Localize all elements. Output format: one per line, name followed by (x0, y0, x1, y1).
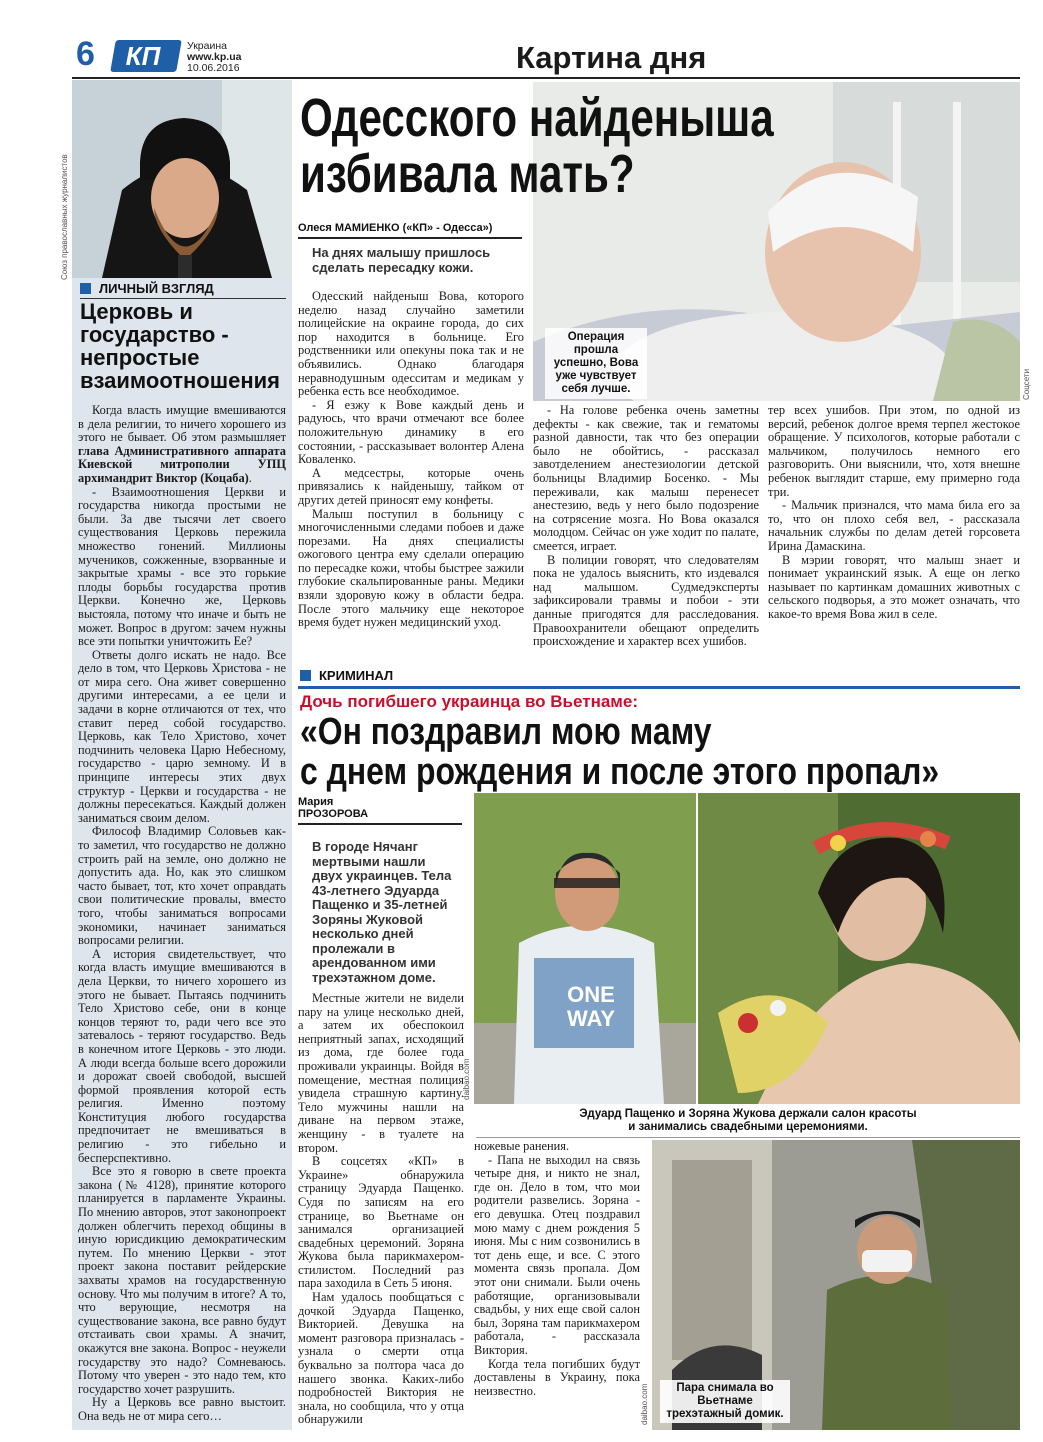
article2-byline-last: ПРОЗОРОВА (298, 808, 369, 820)
article1-headline-line2: избивала мать? (300, 144, 635, 204)
couple-photo-caption: Эдуард Пащенко и Зоряна Жукова держали салон красоты и занимались свадебными церемониями. (476, 1105, 1020, 1138)
police-photo-caption: Пара снимала во Вьетнаме трехэтажный домик. (666, 1382, 784, 1420)
article2-rubric-label: КРИМИНАЛ (319, 668, 394, 683)
sidebar-paragraph: Философ Владимир Соловьев как-то заметил, что государство не должно строить рай на земле, оно должно не допустить ада. Но, как это слишком часто бывает, тот, кто хочет оправдать свои политические провалы, вместо того, чтобы заниматься вопросами экономики, начинает заниматься вопросами религии. (78, 824, 286, 948)
article2-headline-line2: с днем рождения и после этого пропал» (300, 751, 940, 793)
article2-lead: В городе Нячанг мертвыми нашли двух украинцев. Тела 43-летнего Эдуарда Пащенко и 35-летней Зоряны Жуковой несколько дней пролежали в арендованном ими трехэтажном доме. (312, 839, 452, 985)
sidebar-paragraph: Ответы долго искать не надо. Все дело в том, что Церковь Христова - не от мира сего. Она живет совершенно другими интересами, а ее цели и задачи в корне отличаются от тех, что ставит перед собой государство. Церковь, как Тело Христово, хочет подчинить человека Царю Небесному, государство - царю земному. И в принципе интересы этих двух структур - Церкви и государства - не должны пересекаться. Каждый должен заниматься своим делом. (78, 647, 286, 825)
article1-paragraph: - На голове ребенка очень заметны дефекты - как свежие, так и гематомы разной давности, так что без операции было не обойтись, - рассказал завотделением анестезиологии детской больницы Владимир Босенко. - Мы переживали, как малыш перенесет анестезию, ведь у него было подозрение на сотрясение мозга. Но Вова оказался молодцом. Сейчас он уже ходит по палате, смеется, играет. (533, 403, 759, 553)
header-country: Украина (187, 40, 227, 52)
article2-paragraph: Местные жители не видели пару на улице несколько дней, а затем их обеспокоил неприятный запах, исходящий из дома, где более года проживали украинцы. Войдя в помещение, местная полиция увидела страшную картину. Тело мужчины нашли на диване на первом этаже, женщину - в туалете на втором. (298, 991, 464, 1155)
article2-kicker: Дочь погибшего украинца во Вьетнаме: (300, 692, 638, 711)
rubric-square-icon (80, 283, 91, 294)
tshirt-text: ONE WAY (566, 982, 616, 1031)
sidebar-intro-end: . (248, 470, 252, 485)
article2-paragraph: В соцсетях «КП» в Украине» обнаружила страницу Эдуарда Пащенко. Судя по записям на его странице, во Вьетнаме он занимался организацией свадебных церемоний. Зоряна Жукова была парикмахером-стилистом. Последний раз пара заходила в Сеть 5 июня. (298, 1154, 464, 1291)
article1-paragraph: В мэрии говорят, что малыш знает и понимает украинский язык. А еще он легко называет по картинкам домашних животных с сельского подворья, а это может означать, что какое-то время Вова жил в селе. (768, 552, 1020, 621)
article1-col3 (768, 404, 1020, 622)
article1-paragraph: Малыш поступил в больницу с многочисленными следами побоев и даже порезами. На днях специалисты ожогового центра ему сделали операцию по пересадке кожи, чтобы быстрее зажили глубокие скальпированные раны. Медики взяли здоровую кожу в области бедра. После этого мальчику еще некоторое время будет нужен медицинский уход. (298, 506, 524, 630)
boy-photo-caption: Операция прошла успешно, Вова уже чувствует себя лучше. (553, 331, 639, 395)
article1-paragraph: А медсестры, которые очень привязались к найденышу, тайком от других детей приносят ему конфеты. (298, 465, 524, 507)
article2-col2 (474, 1140, 640, 1398)
article1-headline-line1: Одесского найденыша (300, 88, 774, 148)
sidebar-body (78, 404, 286, 1424)
sidebar-intro-text: Когда власть имущие вмешиваются в дела религии, то ничего хорошего из этого не бывает. Об этом размышляет (78, 403, 286, 445)
article2-byline-first: Мария (298, 796, 334, 808)
article2-headline (300, 712, 1020, 792)
sidebar-title: Церковь и государство - непростые взаимоотношения (80, 299, 280, 393)
article2-rule (298, 686, 1020, 689)
header-rule (72, 77, 1020, 79)
article1-paragraph: - Я езжу к Вове каждый день и радуюсь, что врачи отмечают все более положительную динамику в его состоянии, - рассказывает волонтер Алена Коваленко. (298, 397, 524, 467)
sidebar-rubric-label: ЛИЧНЫЙ ВЗГЛЯД (99, 281, 214, 296)
article1-paragraph: В полиции говорят, что следователям пока не удалось выяснить, кто издевался над малышом. Судмедэксперты зафиксировали травмы и побои - эти данные пригодятся для расследования. Правоохранители обещают определить происхождение и характер всех ушибов. (533, 552, 759, 649)
zoryana-portrait-icon (698, 793, 1020, 1104)
sidebar-intro (78, 404, 286, 486)
sidebar-intro-bold: глава Административного аппарата Киевской митрополии УПЦ архимандрит Виктор (Коцаба) (78, 443, 286, 485)
zoryana-photo (698, 793, 1020, 1104)
article2-byline (298, 796, 462, 825)
article2-paragraph: Нам удалось пообщаться с дочкой Эдуарда Пащенко, Викторией. Девушка на момент разговора призналась - узнала о смерти отца буквально за полтора часа до нашего звонка. Каких-либо подробностей Виктория не знала, но сообщила, что у отца обнаружили (298, 1290, 464, 1427)
priest-photo (72, 80, 292, 278)
section-title: Картина дня (516, 40, 707, 75)
article2-paragraph: - Папа не выходил на связь четыре дня, и никто не знал, где он. Дело в том, что мои родители развелись. Зоряна - его девушка. Отец поздравил мою маму с днем рождения 5 июня. Мы с ним созвонились в тот день еще, и все. С этого момента связь пропала. Дом этот они снимали. Были очень работящие, организовывали свадьбы, у них еще свой салон был, Зоряна там парикмахером работала, - рассказала Виктория. (474, 1152, 640, 1357)
article1-col1 (298, 290, 524, 630)
page-number: 6 (76, 35, 95, 73)
header-date: 10.06.2016 (187, 62, 240, 74)
article2-headline-line1: «Он поздравил мою маму (300, 711, 712, 753)
header-site: www.kp.ua (187, 51, 242, 63)
couple-photo-credit: daibao.com (462, 1058, 471, 1100)
boy-photo-caption-box (545, 328, 647, 399)
sidebar-paragraph: Все это я говорю в свете проекта закона (№ 4128), принятие которого планируется в парламенте Украины. По мнению авторов, этот законопроект должен облегчить переход общины в иную юрисдикцию демократическим путем. По мнению Церкви - этот проект закона поставит рейдерские захваты храмов на государственную основу. Что мы получим в итоге? А то, что верующие, несмотря на существование закона, все равно будут отстаивать свои храмы. А значит, окажутся вне закона. Вопрос - неужели государству это надо? Сомневаюсь. Потому что уверен - это надо тем, кто государство хочет разрушить. (78, 1164, 286, 1396)
eduard-portrait-icon (474, 793, 696, 1104)
article2-rubric (300, 668, 393, 683)
eduard-photo (474, 793, 696, 1104)
sidebar-paragraph: Ну а Церковь все равно выстоит. Она ведь не от мира сего… (78, 1395, 286, 1423)
sidebar-rubric (80, 281, 286, 299)
article2-paragraph: ножевые ранения. (474, 1139, 570, 1153)
article1-byline: Олеся МАМИЕНКО («КП» - Одесса») (298, 222, 522, 239)
priest-portrait-icon (72, 80, 292, 278)
rubric-square-icon (300, 670, 311, 681)
kp-logo (110, 40, 182, 72)
article1-paragraph: Одесский найденыш Вова, которого неделю назад случайно заметили полицейские на окраине города, до сих пор находится в больнице. Его родственники или опекуны пока так и не объявились. Однако благодаря неравнодушным одесситам и медикам у ребенка есть все необходимое. (298, 289, 524, 399)
article1-headline (300, 90, 820, 202)
priest-photo-credit: Союз православных журналистов (60, 154, 69, 280)
article1-lead: На днях малышу пришлось сделать пересадку кожи. (312, 245, 491, 275)
article2-paragraph: Когда тела погибших будут доставлены в Украину, пока неизвестно. (474, 1356, 640, 1398)
article1-paragraph: тер всех ушибов. При этом, по одной из версий, ребенок долгое время терпел жестокое обращение. У психологов, которые работали с мальчиком, получилось немного его разговорить. Они выяснили, что, хотя внешне ребенок выглядит старше, ему примерно года три. (768, 403, 1020, 499)
police-photo-caption-box (660, 1380, 790, 1423)
boy-photo-credit: Соцсети (1022, 368, 1031, 400)
sidebar-paragraph: - Взаимоотношения Церкви и государства никогда простыми не были. За две тысячи лет своего существования Церковь пережила множество гонений. Миллионы мучеников, сожженные, взорванные и закрытые храмы - все это горькие плоды борьбы государства против Церкви. Конечно же, Церковь выстояла, потому что иначе и быть не может. Вопрос в другом: зачем нужны все эти попытки уничтожить Ее? (78, 484, 286, 649)
article1-paragraph: - Мальчик признался, что мама била его за то, что он плохо себя вел, - рассказала начальник службы по делам детей горсовета Ирина Дамаскина. (768, 498, 1020, 553)
police-photo-credit: daibao.com (640, 1383, 649, 1425)
sidebar-paragraph: А история свидетельствует, что когда власть имущие вмешиваются в дела Церкви, то ничего хорошего из этого не бывает. Пытаясь подчинить Тело Христово себе, они в конце концов теряют то, ради чего все это затевалось - теряют государство. Ведь в конечном итоге Церковь - это люди. А люди всегда больше всего дорожили и дорожат своей свободой, высшей формой проявления которой есть религия. Именно поэтому Конституция любого государства предпочитает не вмешиваться в религию - это гибельно и бесперспективно. (78, 946, 286, 1165)
article1-col2 (533, 404, 759, 649)
kp-logo-text: КП (125, 41, 161, 71)
header-meta (187, 41, 241, 74)
article2-col1 (298, 992, 464, 1427)
